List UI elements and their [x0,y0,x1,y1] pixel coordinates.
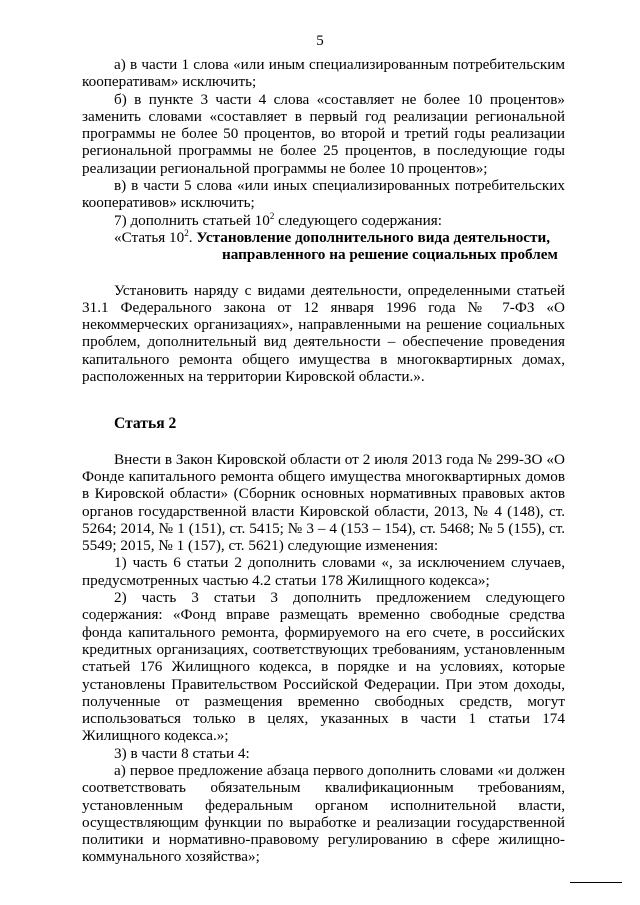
paragraph-b-part4: б) в пункте 3 части 4 слова «составляет не более 10 процентов» заменить словами «составляет в первый год реализации региональной программы не более 50 процентов, во второй и третий годы реализации региональной программы не более 25 процентов, в последующие годы реализации региональной программы не более 10 процентов»; [82,90,565,177]
statute-title-line1 [82,229,565,246]
document-body [82,56,565,866]
article2-item3a: а) первое предложение абзаца первого дополнить словами «и должен соответствовать обязательным квалификационным требованиям, установленным федеральным органом исполнительной власти, осуществляющим функции по выработке и реализации государственной политики и нормативно-правовому регулированию в сфере жилищно-коммунального хозяйства»; [82,761,565,866]
article2-item2: 2) часть 3 статьи 3 дополнить предложением следующего содержания: «Фонд вправе размещать временно свободные средства фонда капитального ремонта, формируемого на его счете, в российских кредитных организациях, соответствующих требованиям, установленным статьей 176 Жилищного кодекса, в порядке и на условиях, которые установлены Правительством Российской Федерации. При этом доходы, полученные от размещения временно свободных средств, могут использоваться только в целях, указанных в части 1 статьи 174 Жилищного кодекса.»; [82,589,565,745]
paragraph-v-part5: в) в части 5 слова «или иных специализированных потребительских кооперативов» исключить; [82,177,565,212]
page-number: 5 [316,33,324,49]
item7-sup: 2 [269,210,275,221]
article2-item1: 1) часть 6 статьи 2 дополнить словами «, за исключением случаев, предусмотренных частью 4.2 статьи 178 Жилищного кодекса»; [82,554,565,589]
statute-prefix: «Статья 10 [114,228,185,246]
paragraph-item7 [82,212,565,229]
statute-title-bold-1: Установление дополнительного вида деятельности, [192,228,551,246]
item7-before: 7) дополнить статьей 10 [114,211,270,229]
footer-rule [570,882,622,883]
statute-dot: . [188,228,193,246]
article2-intro: Внести в Закон Кировской области от 2 июля 2013 года № 299-ЗО «О Фонде капитального ремонта общего имущества многоквартирных домов в Кировской области» (Сборник основных нормативных правовых актов органов государственной власти Кировской области, 2013, № 4 (148), ст. 5264; 2014, № 1 (151), ст. 5415; № 3 – 4 (153 – 154), ст. 5468; № 5 (155), ст. 5549; 2015, № 1 (157), ст. 5621) следующие изменения: [82,450,565,555]
article2-heading: Статья 2 [114,415,177,433]
article2-item3: 3) в части 8 статьи 4: [114,744,250,762]
item7-after: следующего содержания: [274,211,442,229]
statute-title-line2: направленного на решение социальных проблем [222,246,558,264]
statute-body: Установить наряду с видами деятельности, определенными статьей 31.1 Федерального закона от 12 января 1996 года № 7-ФЗ «О некоммерческих организациях», направленными на решение социальных проблем, дополнительный вид деятельности – обеспечение проведения капитального ремонта общего имущества в многоквартирных домах, расположенных на территории Кировской области.». [82,281,565,386]
paragraph-a-part1: а) в части 1 слова «или иным специализированным потребительским кооперативам» исключить; [82,56,565,91]
statute-sup: 2 [184,227,189,238]
